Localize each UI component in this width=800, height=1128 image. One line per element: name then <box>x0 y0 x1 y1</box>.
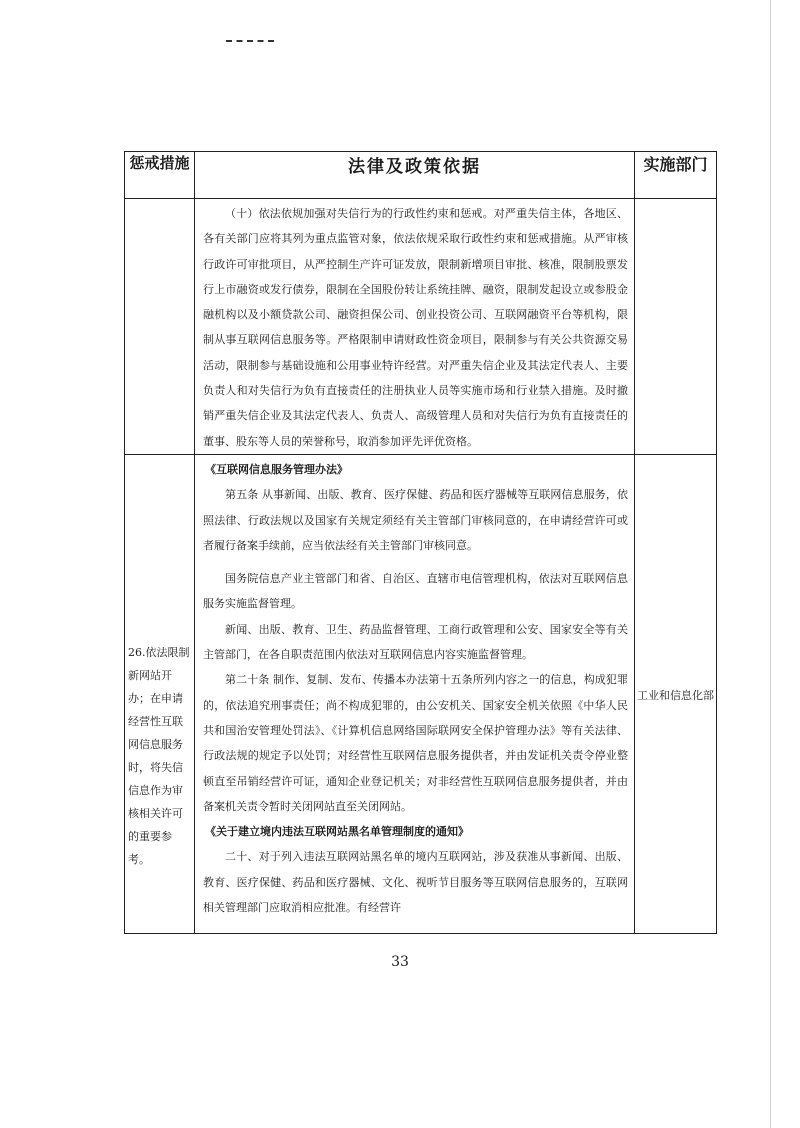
header-department: 实施部门 <box>635 152 717 199</box>
basis-paragraph: 国务院信息产业主管部门和省、自治区、直辖市电信管理机构，依法对互联网信息服务实施监督管理。 <box>203 572 628 611</box>
basis-paragraph: 新闻、出版、教育、卫生、药品监督管理、工商行政管理和公安、国家安全等有关主管部门，在各自职责范围内依法对互联网信息内容实施监督管理。 <box>203 622 628 662</box>
table-header-row <box>125 152 717 199</box>
measure-cell-empty <box>125 199 195 455</box>
regulation-title: 《互联网信息服务管理办法》 <box>205 462 348 476</box>
department-name: 工业和信息化部 <box>637 689 714 703</box>
basis-paragraph: 二十、对于列入违法互联网站黑名单的境内互联网站，涉及获准从事新闻、出版、教育、医疗保健、药品和医疗器械、文化、视听节目服务等互联网信息服务的，互联网相关管理部门应取消相应批准。有经营许 <box>203 850 628 915</box>
table-row <box>125 454 717 933</box>
measure-text: 26.依法限制新网站开办；在申请经营性互联网信息服务时，将失信信息作为审核相关许可的重要参考。 <box>128 645 190 866</box>
measure-cell <box>125 454 195 933</box>
header-legal-basis: 法律及政策依据 <box>195 152 635 199</box>
page-number: 33 <box>391 954 409 970</box>
header-measures: 惩戒措施 <box>125 152 195 199</box>
scan-mark <box>226 40 274 44</box>
department-cell-empty <box>635 199 717 455</box>
punishment-measures-table <box>124 151 717 934</box>
basis-paragraph: （十）依法依规加强对失信行为的行政性约束和惩戒。对严重失信主体，各地区、各有关部门应将其列为重点监管对象，依法依规采取行政性约束和惩戒措施。从严审核行政许可审批项目，从严控制生产许可证发放，限制新增项目审批、核准，限制股票发行上市融资或发行债券，限制在全国股份转让系统挂牌、融资，限制发起设立或参股金融机构以及小额贷款公司、融资担保公司、创业投资公司、互联网融资平台等机构，限制从事互联网信息服务等。严格限制申请财政性资金项目，限制参与有关公共资源交易活动，限制参与基础设施和公用事业特许经营。对严重失信企业及其法定代表人、主要负责人和对失信行为负有直接责任的注册执业人员等实施市场和行业禁入措施。及时撤销严重失信企业及其法定代表人、负责人、高级管理人员和对失信行为负有直接责任的董事、股东等人员的荣誉称号，取消参加评先评优资格。 <box>203 207 628 448</box>
regulation-title: 《关于建立境内违法互联网站黑名单管理制度的通知》 <box>205 825 469 839</box>
basis-paragraph: 第五条 从事新闻、出版、教育、医疗保健、药品和医疗器械等互联网信息服务，依照法律、行政法规以及国家有关规定须经有关主管部门审核同意的，在申请经营许可或者履行备案手续前，应当依法经有关主管部门审核同意。 <box>203 488 628 552</box>
department-cell <box>635 454 717 933</box>
table-row <box>125 199 717 455</box>
legal-basis-cell <box>195 199 635 455</box>
basis-paragraph: 第二十条 制作、复制、发布、传播本办法第十五条所列内容之一的信息，构成犯罪的，依法追究刑事责任；尚不构成犯罪的，由公安机关、国家安全机关依照《中华人民共和国治安管理处罚法》、《计算机信息网络国际联网安全保护管理办法》等有关法律、行政法规的规定予以处罚；对经营性互联网信息服务提供者，并由发证机关责令停业整顿直至吊销经营许可证，通知企业登记机关；对非经营性互联网信息服务提供者，并由备案机关责令暂时关闭网站直至关闭网站。 <box>203 673 628 813</box>
legal-basis-cell <box>195 454 635 933</box>
